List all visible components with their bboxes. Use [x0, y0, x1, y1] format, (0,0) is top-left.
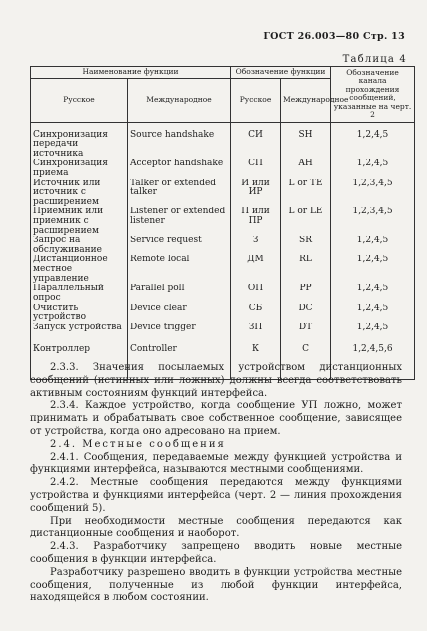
- cell-ru: Приемник или приемник с расширением: [31, 207, 128, 236]
- subheader-code-intl: Международное: [281, 78, 331, 122]
- paragraph-2-3-3: 2.3.3. Значения посылаемых устройством дистанционных сообщений (истинных или ложных) должны всегда соответствовать активным состояниям функций интерфейса.: [30, 362, 402, 399]
- cell-intl: Parallel poll: [128, 284, 231, 303]
- cell-intl: Controller: [128, 342, 231, 380]
- cell-code-ru: ОП: [231, 284, 281, 303]
- body-text: [30, 362, 402, 605]
- cell-code-intl: C: [281, 342, 331, 380]
- cell-channel: 1,2,4,5,6: [331, 342, 415, 380]
- cell-code-intl: DT: [281, 323, 331, 342]
- cell-intl: Source handshake: [128, 122, 231, 159]
- cell-code-intl: PP: [281, 284, 331, 303]
- cell-intl: Service request: [128, 236, 231, 255]
- functions-table: [30, 66, 415, 380]
- cell-channel: 1,2,3,4,5: [331, 179, 415, 208]
- cell-intl: Talker or extended talker: [128, 179, 231, 208]
- paragraph-2-4-3-note: Разработчику разрешено вводить в функции устройства местные сообщения, полученные из любой функции интерфейса, находящейся в любом состоянии.: [30, 566, 402, 604]
- header-function-name: Наименование функции: [31, 67, 231, 79]
- cell-intl: Device clear: [128, 304, 231, 323]
- cell-ru: Контроллер: [31, 342, 128, 380]
- cell-intl: Remote local: [128, 255, 231, 284]
- paragraph-2-4-1: 2.4.1. Сообщения, передаваемые между функцией устройства и функциями интерфейса, называются местными сообщениями.: [30, 451, 402, 476]
- cell-code-intl: L or TE: [281, 179, 331, 208]
- section-heading-2-4: 2.4. Местные сообщения: [50, 438, 226, 450]
- paragraph-2-4-2: 2.4.2. Местные сообщения передаются между функциями устройства и функциями интерфейса (черт. 2 — линия прохождения сообщений 5).: [30, 477, 402, 514]
- cell-ru: Запуск устройства: [31, 323, 128, 342]
- cell-intl: Listener or extended listener: [128, 207, 231, 236]
- cell-channel: 1,2,4,5: [331, 255, 415, 284]
- cell-code-ru: И или ИР: [231, 179, 281, 208]
- cell-channel: 1,2,4,5: [331, 236, 415, 255]
- cell-intl: Acceptor handshake: [128, 159, 231, 178]
- subheader-ru: Русское: [31, 78, 128, 122]
- cell-channel: 1,2,4,5: [331, 304, 415, 323]
- paragraph-2-4-2-note: При необходимости местные сообщения передаются как дистанционные сообщения и наоборот.: [30, 515, 402, 540]
- table-row: [31, 284, 415, 303]
- header-channel: Обозначение канала прохождения сообщений, указанные на черт. 2: [331, 67, 415, 123]
- cell-ru: Запрос на обслуживание: [31, 236, 128, 255]
- cell-channel: 1,2,4,5: [331, 122, 415, 159]
- cell-code-intl: RL: [281, 255, 331, 284]
- cell-code-intl: SH: [281, 122, 331, 159]
- cell-ru: Дистанционное местное управление: [31, 255, 128, 284]
- cell-code-intl: DC: [281, 304, 331, 323]
- cell-channel: 1,2,4,5: [331, 159, 415, 178]
- cell-ru: Источник или источник с расширением: [31, 179, 128, 208]
- cell-code-ru: К: [231, 342, 281, 380]
- table-row: [31, 304, 415, 323]
- cell-channel: 1,2,4,5: [331, 323, 415, 342]
- cell-code-ru: З: [231, 236, 281, 255]
- cell-code-intl: AH: [281, 159, 331, 178]
- table-row: [31, 159, 415, 178]
- table-row: [31, 323, 415, 342]
- paragraph-2-4-3: 2.4.3. Разработчику запрещено вводить новые местные сообщения в функции интерфейса.: [30, 541, 402, 565]
- cell-intl: Device trigger: [128, 323, 231, 342]
- cell-ru: Синхронизация приема: [31, 159, 128, 178]
- table-caption: Таблица 4: [342, 54, 407, 65]
- cell-ru: Параллельный опрос: [31, 284, 128, 303]
- subheader-intl: Международное: [128, 78, 231, 122]
- cell-code-ru: СИ: [231, 122, 281, 159]
- cell-code-ru: П или ПР: [231, 207, 281, 236]
- header-function-code: Обозначение функции: [231, 67, 331, 79]
- cell-code-intl: SR: [281, 236, 331, 255]
- paragraph-2-3-4: 2.3.4. Каждое устройство, когда сообщение УП ложно, может принимать и обрабатывать свое собственное сообщение, зависящее от устройства, когда оно адресовано на прием.: [30, 400, 402, 437]
- table-row: [31, 236, 415, 255]
- cell-code-ru: ДМ: [231, 255, 281, 284]
- table-row: [31, 122, 415, 159]
- table-row: [31, 179, 415, 208]
- cell-ru: Очистить устройство: [31, 304, 128, 323]
- subheader-code-ru: Русское: [231, 78, 281, 122]
- page-header: ГОСТ 26.003—80 Стр. 13: [263, 31, 405, 42]
- cell-code-ru: СП: [231, 159, 281, 178]
- cell-ru: Синхронизация передачи источника: [31, 122, 128, 159]
- cell-channel: 1,2,4,5: [331, 284, 415, 303]
- table-row: [31, 255, 415, 284]
- cell-code-intl: L or LE: [281, 207, 331, 236]
- cell-code-ru: СБ: [231, 304, 281, 323]
- cell-code-ru: ЗП: [231, 323, 281, 342]
- table-row: [31, 207, 415, 236]
- cell-channel: 1,2,3,4,5: [331, 207, 415, 236]
